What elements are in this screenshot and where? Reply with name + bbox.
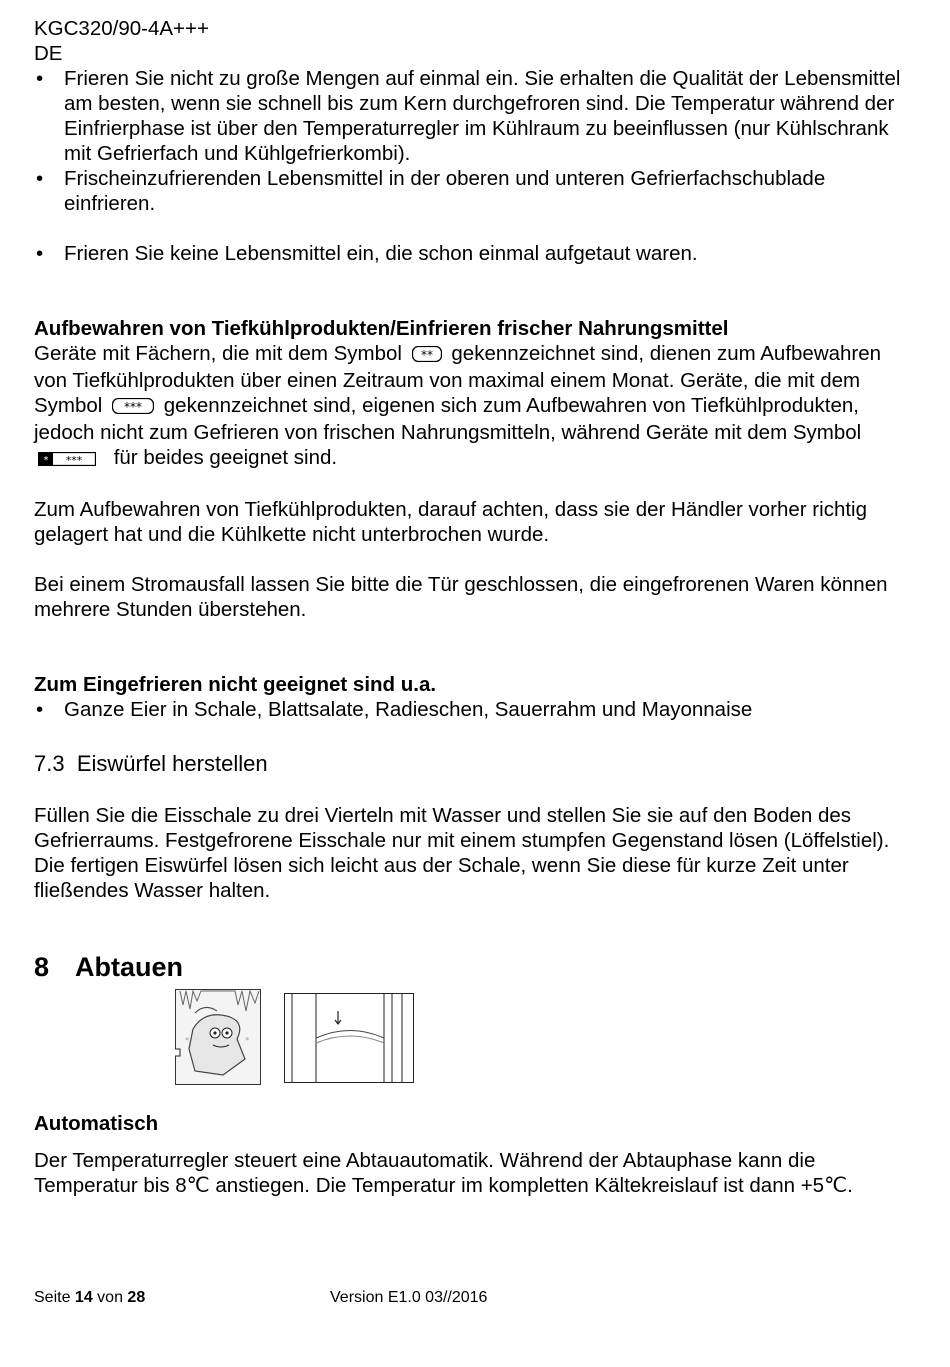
section-7-3-heading: 7.3 Eiswürfel herstellen	[34, 751, 268, 776]
unsuitable-list	[34, 697, 914, 722]
cold-chain-paragraph: Zum Aufbewahren von Tiefkühlprodukten, darauf achten, dass sie der Händler vorher richtig gelagert hat und die Kühlkette nicht unterbrochen wurde.	[34, 498, 867, 546]
storage-paragraph: Geräte mit Fächern, die mit dem Symbol ** gekennzeichnet sind, dienen zum Aufbewahren von Tiefkühlprodukten über einen Zeitraum von maximal einem Monat. Geräte, die mit dem Symbol *** gekennzeichnet sind, eigenen sich zum Aufbewahren von Tiefkühlprodukten, jedoch nicht zum Gefrieren von frischen Nahrungsmitteln, während Geräte mit dem Symbol * *** für beides geeignet sind.	[34, 341, 914, 472]
ice-cube-paragraph: Füllen Sie die Eisschale zu drei Vierteln mit Wasser und stellen Sie sie auf den Boden des Gefrierraums. Festgefrorene Eisschale nur mit einem stumpfen Gegenstand lösen (Löffelstiel). Die fertigen Eiswürfel lösen sich leicht aus der Schale, wenn Sie diese für kurze Zeit unter fließendes Wasser halten.	[34, 804, 890, 902]
refrigerator-interior-icon	[284, 993, 414, 1083]
svg-text:**: **	[420, 348, 433, 362]
storage-heading: Aufbewahren von Tiefkühlprodukten/Einfrieren frischer Nahrungsmittel	[34, 317, 729, 340]
list-item: • Ganze Eier in Schale, Blattsalate, Radieschen, Sauerrahm und Mayonnaise	[34, 697, 914, 722]
svg-text:***: ***	[65, 454, 83, 466]
automatic-subheading: Automatisch	[34, 1112, 159, 1135]
defrost-cartoon-icon	[175, 989, 261, 1085]
svg-text:«: «	[185, 1035, 190, 1043]
svg-text:»: »	[245, 1035, 250, 1043]
two-star-freezer-icon	[412, 343, 442, 368]
power-failure-paragraph: Bei einem Stromausfall lassen Sie bitte die Tür geschlossen, die eingefrorenen Waren können mehrere Stunden überstehen.	[34, 573, 888, 621]
model-header: KGC320/90-4A+++	[34, 17, 209, 40]
language-header: DE	[34, 42, 63, 65]
list-item: • Frieren Sie keine Lebensmittel ein, die schon einmal aufgetaut waren.	[34, 241, 914, 266]
document-page	[34, 16, 914, 1198]
svg-text:*: *	[43, 455, 49, 466]
four-star-freezer-icon	[38, 447, 96, 472]
freezing-tips-list	[34, 66, 914, 266]
list-item: • Frieren Sie nicht zu große Mengen auf einmal ein. Sie erhalten die Qualität der Lebensmittel am besten, wenn sie schnell bis zum Kern durchgefroren sind. Die Temperatur während der Einfrierphase ist über den Temperaturregler im Kühlraum zu beeinflussen (nur Kühlschrank mit Gefrierfach und Kühlgefrierkombi).	[34, 66, 914, 166]
unsuitable-heading: Zum Eingefrieren nicht geeignet sind u.a.	[34, 673, 437, 696]
svg-text:***: ***	[124, 400, 143, 414]
section-8-heading: 8 Abtauen	[34, 952, 184, 982]
defrost-illustrations	[34, 989, 914, 1089]
list-item: • Frischeinzufrierenden Lebensmittel in der oberen und unteren Gefrierfachschublade einfrieren.	[34, 166, 914, 216]
page-number: Seite 14 von 28	[34, 1289, 146, 1306]
three-star-freezer-icon	[112, 395, 154, 420]
version-label: Version E1.0 03//2016	[330, 1289, 488, 1306]
defrost-paragraph: Der Temperaturregler steuert eine Abtauautomatik. Während der Abtauphase kann die Temperatur bis 8℃ anstiegen. Die Temperatur im kompletten Kältekreislauf ist dann +5℃.	[34, 1149, 853, 1197]
